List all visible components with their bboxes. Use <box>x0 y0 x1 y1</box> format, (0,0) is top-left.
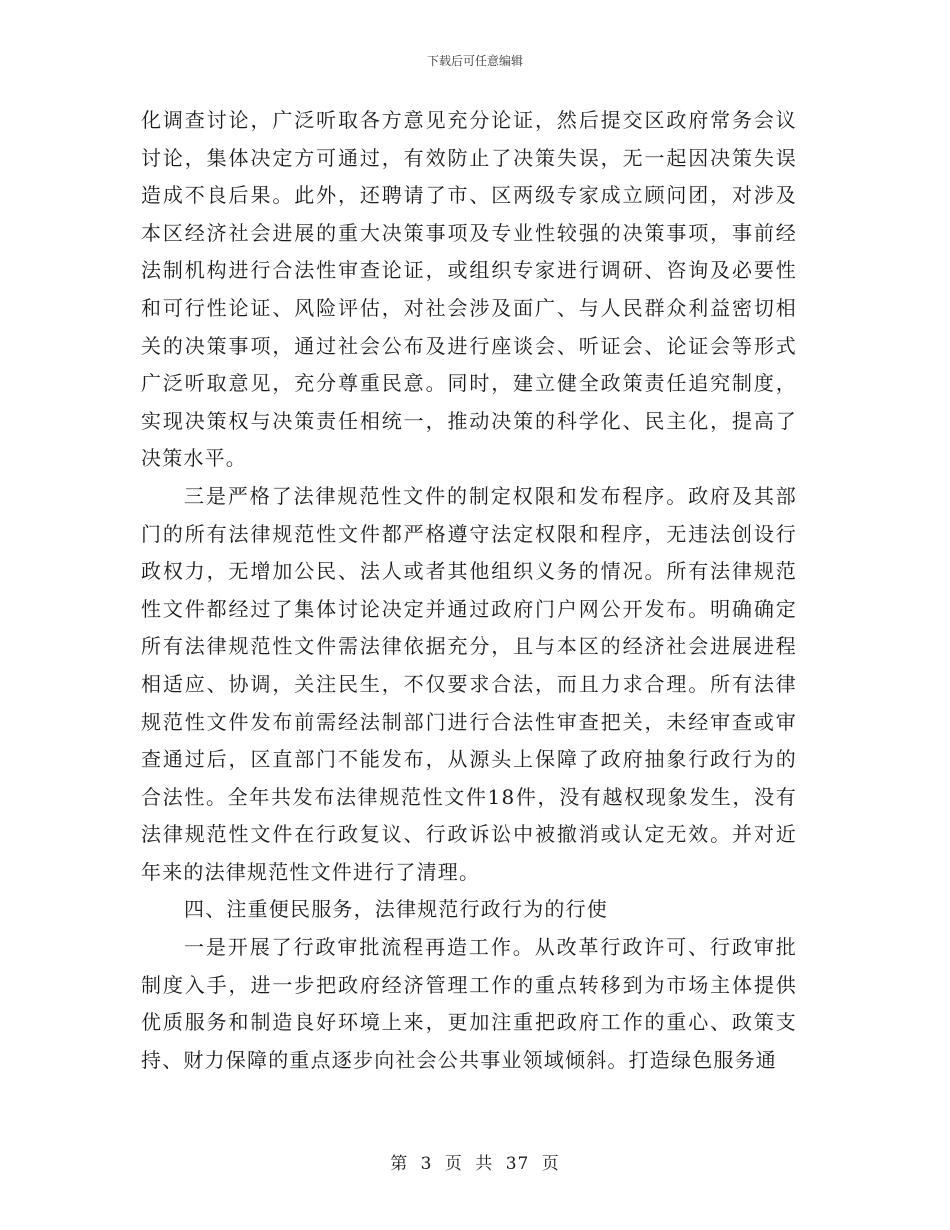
footer-label-page: 第 <box>390 1154 409 1174</box>
page-footer <box>0 1153 950 1175</box>
paragraph-2: 三是严格了法律规范性文件的制定权限和发布程序。政府及其部门的所有法律规范性文件都严格遵守法定权限和程序，无违法创设行政权力，无增加公民、法人或者其他组织义务的情况。所有法律规范性文件都经过了集体讨论决定并通过政府门户网公开发布。明确确定所有法律规范性文件需法律依据充分，且与本区的经济社会进展进程相适应、协调，关注民生，不仅要求合法，而且力求合理。所有法律规范性文件发布前需经法制部门进行合法性审查把关，未经审查或审查通过后，区直部门不能发布，从源头上保障了政府抽象行政行为的合法性。全年共发布法律规范性文件18件，没有越权现象发生，没有法律规范性文件在行政复议、行政诉讼中被撤消或认定无效。并对近年来的法律规范性文件进行了清理。 <box>141 483 797 884</box>
footer-label-page-unit: 页 <box>444 1154 463 1174</box>
paragraph-3: 一是开展了行政审批流程再造工作。从改革行政许可、行政审批制度入手，进一步把政府经济管理工作的重点转移到为市场主体提供优质服务和制造良好环境上来，更加注重把政府工作的重心、政策支持、财力保障的重点逐步向社会公共事业领域倾斜。打造绿色服务通 <box>141 935 797 1072</box>
total-pages-number: 37 <box>505 1154 530 1174</box>
document-body <box>141 102 797 1079</box>
current-page-number: 3 <box>420 1154 433 1174</box>
page-header: 下载后可任意编辑 <box>426 54 523 68</box>
footer-label-total-unit: 页 <box>541 1154 560 1174</box>
section-heading: 四、注重便民服务，法律规范行政行为的行使 <box>184 897 608 922</box>
paragraph-1: 化调查讨论，广泛听取各方意见充分论证，然后提交区政府常务会议讨论，集体决定方可通过，有效防止了决策失误，无一起因决策失误造成不良后果。此外，还聘请了市、区两级专家成立顾问团，对涉及本区经济社会进展的重大决策事项及专业性较强的决策事项，事前经法制机构进行合法性审查论证，或组织专家进行调研、咨询及必要性和可行性论证、风险评估，对社会涉及面广、与人民群众利益密切相关的决策事项，通过社会公布及进行座谈会、听证会、论证会等形式广泛听取意见，充分尊重民意。同时，建立健全政策责任追究制度，实现决策权与决策责任相统一，推动决策的科学化、民主化，提高了决策水平。 <box>141 108 797 471</box>
footer-label-total: 共 <box>475 1154 494 1174</box>
